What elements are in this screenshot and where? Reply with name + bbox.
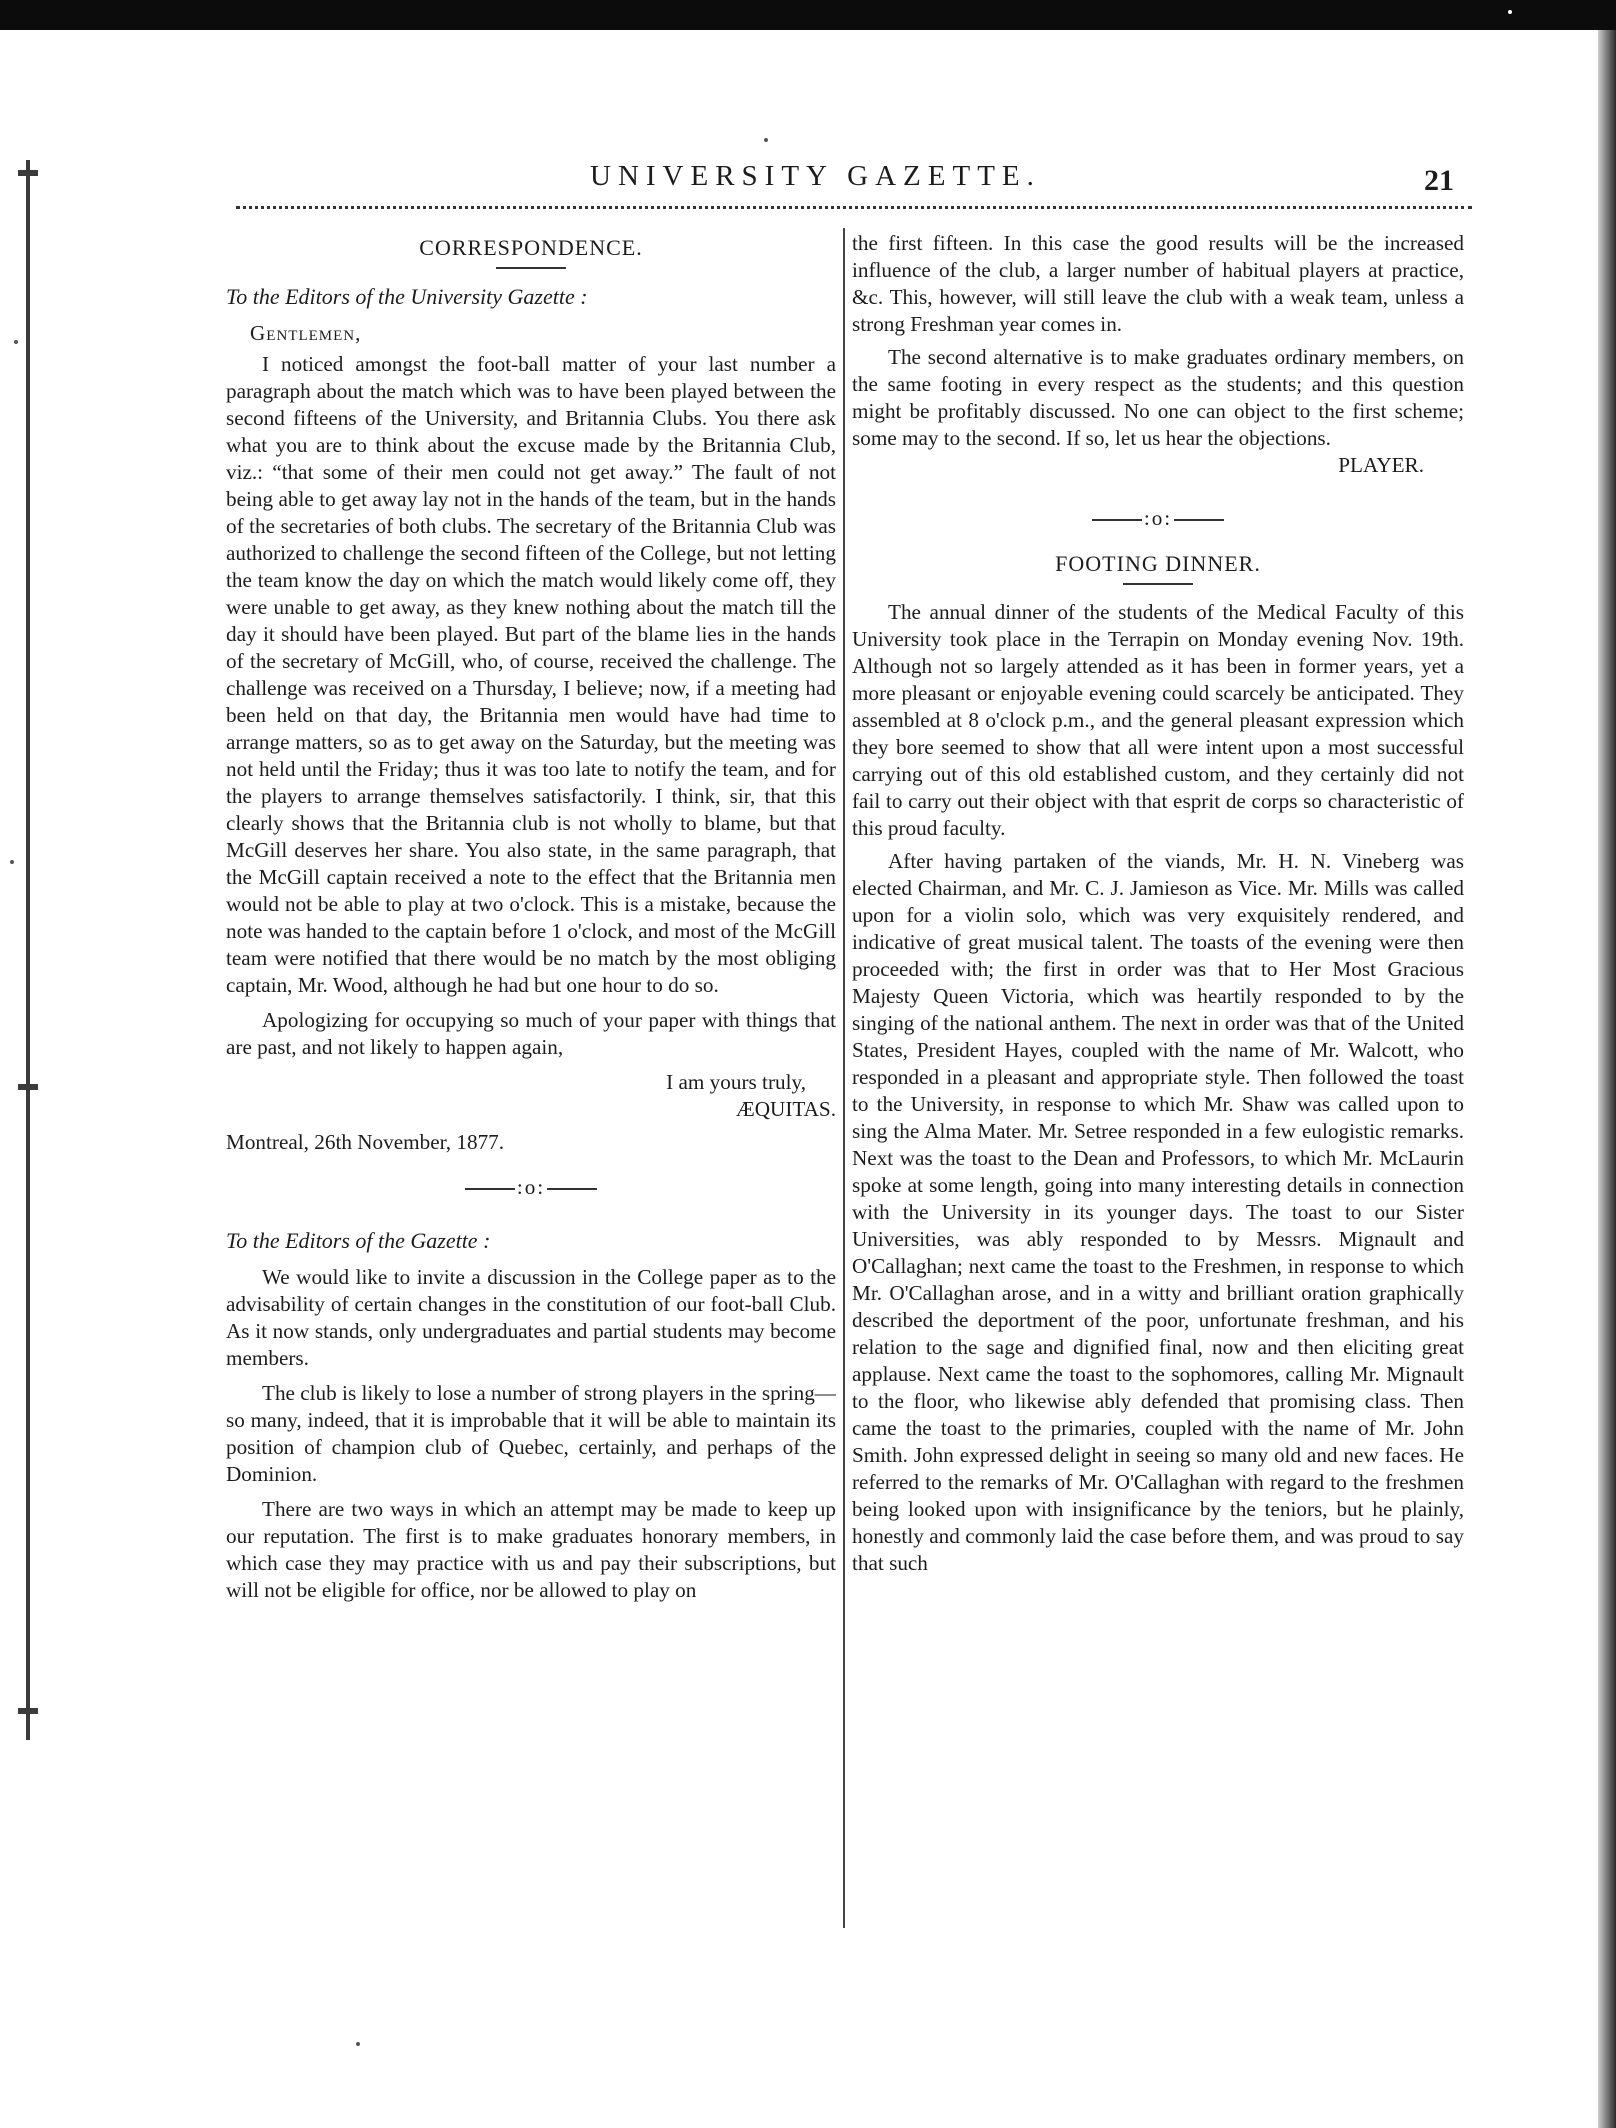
page-number: 21 bbox=[1424, 164, 1454, 197]
left-column bbox=[226, 230, 836, 1930]
letter-paragraph: I noticed amongst the foot-ball matter of your last number a paragraph about the match which was to have been played between the second fifteens of the University, and Britannia Clubs. You there ask what you are to think about the excuse made by the Britannia Club, viz.: “that some of their men could not get away.” The fault of not being able to get away lay not in the hands of the team, but in the hands of the secretaries of both clubs. The secretary of the Britannia Club was authorized to challenge the second fifteen of the College, but not letting the team know the day on which the match would likely come off, they were unable to get away, as they knew nothing about the match till the day it should have been played. But part of the blame lies in the hands of the secretary of McGill, who, of course, received the challenge. The challenge was received on a Thursday, I believe; now, if a meeting had been held on that day, the Britannia men would have had time to arrange matters, so as to get away on the Saturday, but the meeting was not held until the Friday; thus it was too late to notify the team, and for the players to arrange themselves satisfactorily. I think, sir, that this clearly shows that the Britannia club is not wholly to blame, but that McGill deserves her share. You also state, in the same paragraph, that the McGill captain received a note to the effect that the Britannia men would not be able to play at two o'clock. This is a mistake, because the note was handed to the captain before 1 o'clock, and most of the McGill team were notified that there would be no match by the most obliging captain, Mr. Wood, although he had but one hour to do so. bbox=[226, 352, 836, 997]
letter-closing: I am yours truly, bbox=[666, 1070, 806, 1094]
letter-salutation: To the Editors of the Gazette : bbox=[226, 1228, 491, 1253]
letter-paragraph: The club is likely to lose a number of strong players in the spring—so many, indeed, that it is improbable that it will be able to maintain its position of champion club of Quebec, certainly, and perhaps of the Dominion. bbox=[226, 1381, 836, 1486]
letter-paragraph: Apologizing for occupying so much of your paper with things that are past, and not likely to happen again, bbox=[226, 1008, 836, 1059]
letter-paragraph: the first fifteen. In this case the good results will be the increased influence of the club, a larger number of habitual players at practice, &c. This, however, will still leave the club with a weak team, unless a strong Freshman year comes in. bbox=[852, 231, 1464, 336]
header-rule bbox=[236, 206, 1472, 209]
running-title: UNIVERSITY GAZETTE. bbox=[590, 160, 1041, 192]
separator-mark: :o: bbox=[1143, 506, 1173, 530]
letter-signature: ÆQUITAS. bbox=[735, 1097, 836, 1121]
separator-mark: :o: bbox=[516, 1175, 546, 1199]
letter-paragraph: There are two ways in which an attempt may be made to keep up our reputation. The first is to make graduates honorary members, in which case they may practice with us and pay their subscriptions, but will not be eligible for office, nor be allowed to play on bbox=[226, 1497, 836, 1602]
letter-paragraph: The second alternative is to make graduates ordinary members, on the same footing in every respect as the students; and this question might be profitably discussed. No one can object to the first scheme; some may to the second. If so, let us hear the objections. bbox=[852, 345, 1464, 450]
letter-salutation: To the Editors of the University Gazette : bbox=[226, 284, 588, 309]
article-paragraph: The annual dinner of the students of the Medical Faculty of this University took place in the Terrapin on Monday evening Nov. 19th. Although not so largely attended as it has been in former years, yet a more pleasant or enjoyable evening could scarcely be anticipated. They assembled at 8 o'clock p.m., and the general pleasant expression which they bore seemed to show that all were intent upon a most successful carrying out of this old established custom, and they certainly did not fail to carry out their object with that esprit de corps so characteristic of this proud faculty. bbox=[852, 600, 1464, 840]
section-separator bbox=[852, 505, 1464, 532]
article-paragraph: After having partaken of the viands, Mr. H. N. Vineberg was elected Chairman, and Mr. C. J. Jamieson as Vice. Mr. Mills was called upon for a violin solo, which was very exquisitely rendered, and indicative of great musical talent. The toasts of the evening were then proceeded with; the first in order was that to Her Most Gracious Majesty Queen Victoria, which was heartily responded to by the singing of the national anthem. The next in order was that of the United States, President Hayes, coupled with the name of Mr. Walcott, who responded in a pleasant and appropriate style. Then followed the toast to the University, in response to which Mr. Shaw was called upon to sing the Alma Mater. Mr. Setree responded in a few eulogistic remarks. Next was the toast to the Dean and Professors, to which Mr. McLaurin spoke at some length, going into many interesting details in connection with the University in its younger days. The toast to our Sister Universities, was ably responded to by Messrs. Mignault and O'Callaghan; next came the toast to the Freshmen, in response to which Mr. O'Callaghan arose, and in a witty and brilliant oration graphically described the deportment of the poor, unfortunate freshman, and his relation to the sage and dignified final, now and then eliciting great applause. Next came the toast to the sophomores, calling Mr. Mignault to the floor, who likewise ably defended that promising class. Then came the toast to the primaries, coupled with the name of Mr. John Smith. John expressed delight in seeing so many old and new faces. He referred to the remarks of Mr. O'Callaghan with regard to the freshmen being looked upon with insignificance by the teniors, but he plainly, honestly and commonly laid the case before them, and was proud to say that such bbox=[852, 849, 1464, 1575]
article-heading: FOOTING DINNER. bbox=[1055, 551, 1261, 576]
heading-rule bbox=[496, 267, 566, 269]
letter-dateline: Montreal, 26th November, 1877. bbox=[226, 1130, 505, 1154]
section-heading: CORRESPONDENCE. bbox=[419, 235, 643, 260]
letter-address: Gentlemen, bbox=[250, 321, 362, 345]
heading-rule bbox=[1123, 583, 1193, 585]
letter-paragraph: We would like to invite a discussion in the College paper as to the advisability of certain changes in the constitution of our foot-ball Club. As it now stands, only undergraduates and partial students may become members. bbox=[226, 1265, 836, 1370]
column-divider bbox=[843, 228, 845, 1928]
letter-signature: PLAYER. bbox=[1338, 453, 1424, 477]
right-column bbox=[852, 230, 1464, 1930]
section-separator bbox=[226, 1174, 836, 1201]
